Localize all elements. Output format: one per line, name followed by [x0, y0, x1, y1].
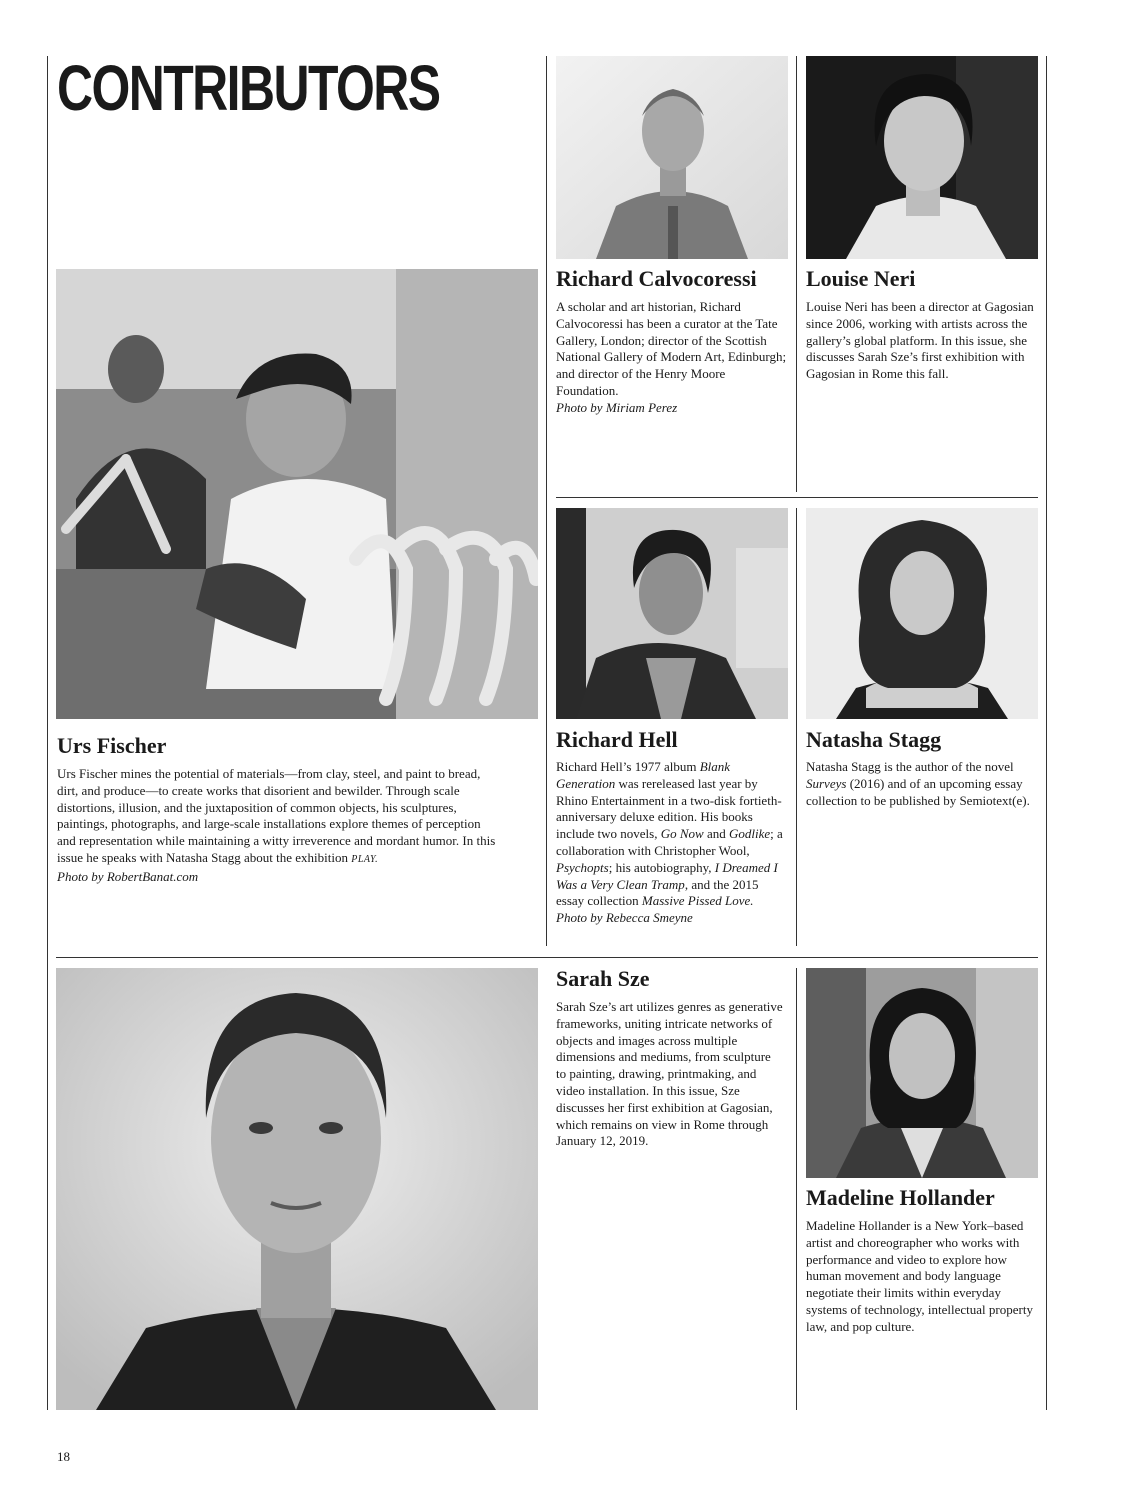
column-rule-1 [546, 56, 547, 946]
photo-credit: Photo by Miriam Perez [556, 399, 678, 415]
portrait-richard-calvocoressi [556, 56, 788, 259]
bio-text [806, 759, 1038, 809]
bio-text-part: (2016) and of an upcoming essay collection to be published by Semiotext(e). [806, 775, 1030, 808]
right-border-rule [1046, 56, 1047, 1410]
name-natasha-stagg: Natasha Stagg [806, 727, 942, 752]
page-title: CONTRIBUTORS [57, 52, 440, 124]
bio-text-part: ; his autobiography, [608, 859, 715, 875]
column-rule-3 [796, 508, 797, 946]
bio-text-body: Urs Fischer mines the potential of materials—from clay, steel, and paint to bread, dirt, and produce—to create works that disorient and bewilder. Through scale distortions, illusion, and the juxtaposition of common objects, his sculptures, paintings, photographs, and large-scale installations explore themes of perception and representation while maintaining a witty irreverence and mordant humor. In this issue he speaks with Natasha Stagg about the exhibition [57, 766, 496, 865]
photo-credit: Photo by RobertBanat.com [57, 868, 199, 884]
column-rule-2 [796, 56, 797, 492]
portrait-natasha-stagg [806, 508, 1038, 719]
portrait-richard-hell [556, 508, 788, 719]
album-title: Blank Generation [556, 759, 731, 791]
name-richard-calvocoressi: Richard Calvocoressi [556, 266, 757, 291]
bio-text: A scholar and art historian, Richard Calvocoressi has been a curator at the Tate Gallery, London; director of the Scottish National Gallery of Modern Art, Edinburgh; and director of the Henry Moore Foundation. [556, 299, 787, 398]
bio-text [556, 759, 788, 910]
bio-sarah-sze [556, 999, 784, 1150]
page-number: 18 [57, 1449, 70, 1464]
left-border-rule [47, 56, 48, 1410]
bio-richard-calvocoressi [556, 299, 788, 417]
photo-credit: Photo by Rebecca Smeyne [556, 910, 693, 926]
bio-text-part: was rereleased last year by Rhino Entertainment in a two-disk fortieth-anniversary deluxe edition. His books include two novels, [556, 775, 782, 842]
bio-text: Madeline Hollander is a New York–based artist and choreographer who works with performance and video to explore how human movement and body language negotiate their limits within everyday systems of technology, intellectual property law, and pop culture. [806, 1218, 1033, 1334]
autobiography-title: I Dreamed I Was a Very Clean Tramp [556, 859, 778, 892]
portrait-madeline-hollander [806, 968, 1038, 1178]
bio-natasha-stagg [806, 759, 1038, 809]
bio-text-part: Natasha Stagg is the author of the novel [806, 759, 1014, 774]
novel-title: Surveys [806, 775, 847, 791]
bio-madeline-hollander [806, 1218, 1038, 1336]
column-rule-4 [796, 968, 797, 1410]
name-sarah-sze: Sarah Sze [556, 966, 650, 991]
bio-urs-fischer [57, 766, 502, 886]
portrait-louise-neri [806, 56, 1038, 259]
essay-collection-title: Massive Pissed Love. [641, 893, 754, 909]
bio-text: Louise Neri has been a director at Gagosian since 2006, working with artists across the gallery’s global platform. In this issue, she discusses Sarah Sze’s first exhibition with Gagosian in Rome this fall. [806, 299, 1034, 382]
collaboration-title: Psychopts [556, 859, 609, 875]
bio-text-part: and [703, 826, 729, 842]
name-madeline-hollander: Madeline Hollander [806, 1185, 995, 1210]
row-rule-2 [56, 957, 1038, 958]
bio-richard-hell [556, 759, 788, 927]
bio-text-part: Richard Hell’s 1977 album [556, 759, 700, 774]
name-urs-fischer: Urs Fischer [57, 733, 167, 758]
bio-louise-neri [806, 299, 1038, 383]
bio-text [57, 766, 502, 869]
exhibition-title: PLAY. [351, 853, 379, 865]
name-richard-hell: Richard Hell [556, 727, 678, 752]
portrait-urs-fischer [56, 269, 538, 719]
novel-title: Godlike [728, 826, 771, 842]
portrait-sarah-sze [56, 968, 538, 1410]
bio-text: Sarah Sze’s art utilizes genres as generative frameworks, uniting intricate networks of objects and images across multiple dimensions and mediums, from sculpture to painting, drawing, printmaking, and video installation. In this issue, Sze discusses her first exhibition at Gagosian, which remains on view in Rome through January 12, 2019. [556, 999, 783, 1149]
bio-text-part: , and the 2015 essay collection [556, 876, 759, 909]
row-rule-1 [556, 497, 1038, 498]
novel-title: Go Now [660, 826, 704, 842]
name-louise-neri: Louise Neri [806, 266, 916, 291]
bio-text-part: ; a collaboration with Christopher Wool, [556, 826, 783, 858]
